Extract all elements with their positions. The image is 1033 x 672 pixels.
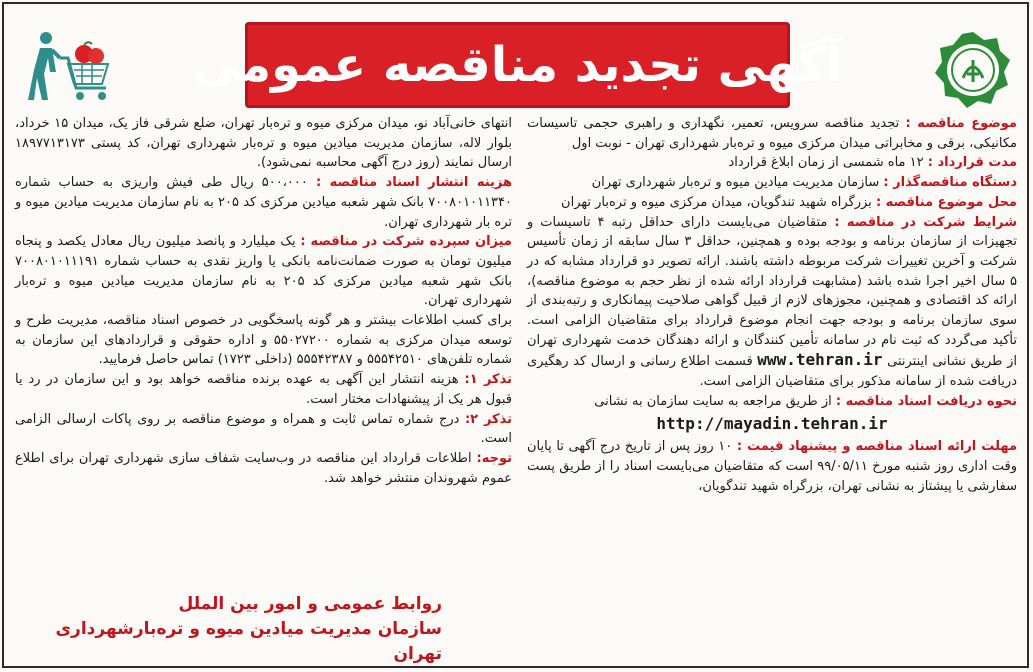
- note2-paragraph: [15, 410, 512, 449]
- conditions-label: شرایط شرکت در مناقصه :: [834, 214, 1017, 230]
- page-title: آگهی تجدید مناقصه عمومی: [192, 37, 843, 93]
- attention-text: اطلاعات قرارداد این مناقصه در وب‌سایت شفاف سازی شهرداری تهران برای اطلاع عموم شهروندان منتشر خواهد شد.: [15, 450, 512, 486]
- organizer-paragraph: [527, 173, 1017, 193]
- conditions-text-2: قسمت اطلاع رسانی و ارسال کد رهگیری دریافت شده از سامانه مذکور برای متقاضیان الزامی است.: [527, 354, 1017, 390]
- signature-line-1: روابط عمومی و امور بین الملل: [178, 594, 442, 614]
- docs-label: نحوه دریافت اسناد مناقصه :: [835, 393, 1017, 409]
- attention-label: توجه:: [476, 450, 512, 466]
- fee-paragraph: [15, 173, 512, 232]
- location-text: بزرگراه شهید تندگویان، میدان مرکزی میوه و تره‌بار تهران: [561, 194, 872, 210]
- organizer-label: دستگاه مناقصه‌گذار :: [883, 175, 1017, 191]
- note1-text: هزینه انتشار این آگهی به عهده برنده مناقصه خواهد بود و این سازمان در رد یا قبول هر یک از پیشنهادات مختار است.: [15, 372, 512, 407]
- left-column: [15, 114, 512, 659]
- title-banner: [192, 22, 843, 108]
- info-paragraph: [15, 311, 512, 370]
- conditions-text: متقاضیان می‌بایست دارای حداقل رتبه ۴ تاسیسات و تجهیزات از سازمان برنامه و بودجه بوده و همچنین، حداقل ۳ سال سابقه از زمان تأسیس شرکت و آخرین تغییرات شرکت مربوطه داشته باشند. ارائه تصویر دو قرارداد مشابه که در ۵ سال اخیر اجرا شده باشد (مشابهت قرارداد ارائه شده از نظر حجم به موضوع مناقصه)، ارائه کد اقتصادی و همچنین، مجوزهای لازم از قبیل گواهی صلاحیت پیمانکاری و رتبه‌بندی از سوی سازمان برنامه و بودجه جهت انجام موضوع قرارداد برای متقاضیان الزامی است. تأکید می‌گردد که ثبت نام در سامانه تأمین کنندگان و ارائه دهندگان خدمت شهرداری تهران از طریق نشانی اینترنتی: [527, 214, 1017, 370]
- docs-paragraph: [527, 392, 1017, 412]
- docs-text: از طریق مراجعه به سایت سازمان به نشانی: [594, 393, 832, 409]
- municipality-logo-icon: [930, 26, 1016, 112]
- conditions-paragraph: [527, 213, 1017, 392]
- note2-label: تذکر ۲:: [464, 411, 512, 427]
- deposit-label: میزان سپرده شرکت در مناقصه :: [300, 234, 512, 250]
- fee-text: ۵۰۰،۰۰۰ ریال طی فیش واریزی به حساب شماره ۷۰۰۸۰۱۰۱۱۳۴۰ بانک شهر شعبه میادین مرکزی کد ۲۰۵ به نام سازمان مدیریت میادین میوه و تره بار شهرداری تهران.: [15, 175, 512, 230]
- deadline-text: ۱۰ روز پس از تاریخ درج آگهی تا پایان وقت اداری روز شنبه مورخ ۹۹/۰۵/۱۱ است که متقاضیان می‌بایست اسناد را از طریق پست سفارشی یا پیشتاز به نشانی تهران، بزرگراه شهید تندگویان،: [527, 439, 1017, 494]
- deposit-text: یک میلیارد و پانصد میلیون ریال معادل یکصد و پنجاه میلیون تومان به صورت ضمانت‌نامه بانکی یا واریز نقدی به حساب شماره ۷۰۰۸۰۱۰۱۱۱۹۱ بانک شهر شعبه میادین مرکزی کد ۲۰۵ به نام سازمان مدیریت میادین میوه و تره‌بار شهرداری تهران.: [15, 234, 513, 309]
- duration-label: مدت قرارداد :: [927, 155, 1017, 171]
- duration-text: ۱۲ ماه شمسی از زمان ابلاغ قرارداد: [728, 155, 924, 171]
- subject-paragraph: [527, 114, 1017, 153]
- organizer-text: سازمان مدیریت میادین میوه و تره‌بار شهرداری تهران: [591, 175, 880, 191]
- right-column: [527, 114, 1017, 659]
- note1-label: تذکر ۱:: [464, 372, 512, 388]
- deposit-paragraph: [15, 232, 512, 311]
- signature-line-2: سازمان مدیریت میادین میوه و تره‌بارشهرداری تهران: [55, 619, 442, 664]
- signature-block: [15, 592, 512, 667]
- mayadin-website-link[interactable]: http://mayadin.tehran.ir: [656, 413, 888, 433]
- tehran-website-link[interactable]: www.tehran.ir: [757, 350, 883, 370]
- deadline-label: مهلت ارائه اسناد مناقصه و پیشنهاد قیمت :: [736, 439, 1017, 455]
- deadline-paragraph: [527, 437, 1017, 496]
- subject-label: موضوع مناقصه :: [905, 116, 1017, 131]
- attention-paragraph: [15, 449, 512, 488]
- docs-url-line: [527, 414, 1017, 436]
- fee-label: هزینه انتشار اسناد مناقصه :: [315, 175, 512, 191]
- info-text: برای کسب اطلاعات بیشتر و هر گونه پاسخگویی در خصوص اسناد مناقصه، مدیریت طرح و توسعه میدان مرکزی به شماره ۵۵۰۲۷۲۰۰ و اداره حقوقی و قراردادهای این سازمان به شماره تلفن‌های ۵۵۵۴۲۵۱۰ و ۵۵۵۴۲۳۸۷ (داخلی ۱۷۲۳) تماس حاصل فرمایید.: [15, 313, 513, 368]
- address-text: انتهای خانی‌آباد نو، میدان مرکزی میوه و تره‌بار تهران، ضلع شرقی فاز یک، میدان ۱۵ خرداد، بلوار لاله، سازمان مدیریت میادین میوه و تره‌بار شهرداری تهران، کد پستی ۱۸۹۷۷۱۳۱۷۳ ارسال نمایند (روز درج آگهی محاسبه نمی‌شود).: [15, 116, 512, 171]
- location-label: محل موضوع مناقصه :: [875, 194, 1017, 210]
- duration-paragraph: [527, 153, 1017, 173]
- address-paragraph: [15, 114, 512, 173]
- location-paragraph: [527, 193, 1017, 213]
- subject-text: تجدید مناقصه سرویس، تعمیر، نگهداری و راهبری حجمی تاسیسات مکانیکی، برقی و مخابراتی میدان مرکزی میوه و تره‌بار شهرداری تهران - نوبت اول: [527, 116, 1017, 151]
- note2-text: درج شماره تماس ثابت و همراه و موضوع مناقصه بر روی پاکات ارسالی الزامی است.: [15, 411, 512, 447]
- note1-paragraph: [15, 370, 512, 409]
- shopping-cart-icon: [22, 28, 112, 110]
